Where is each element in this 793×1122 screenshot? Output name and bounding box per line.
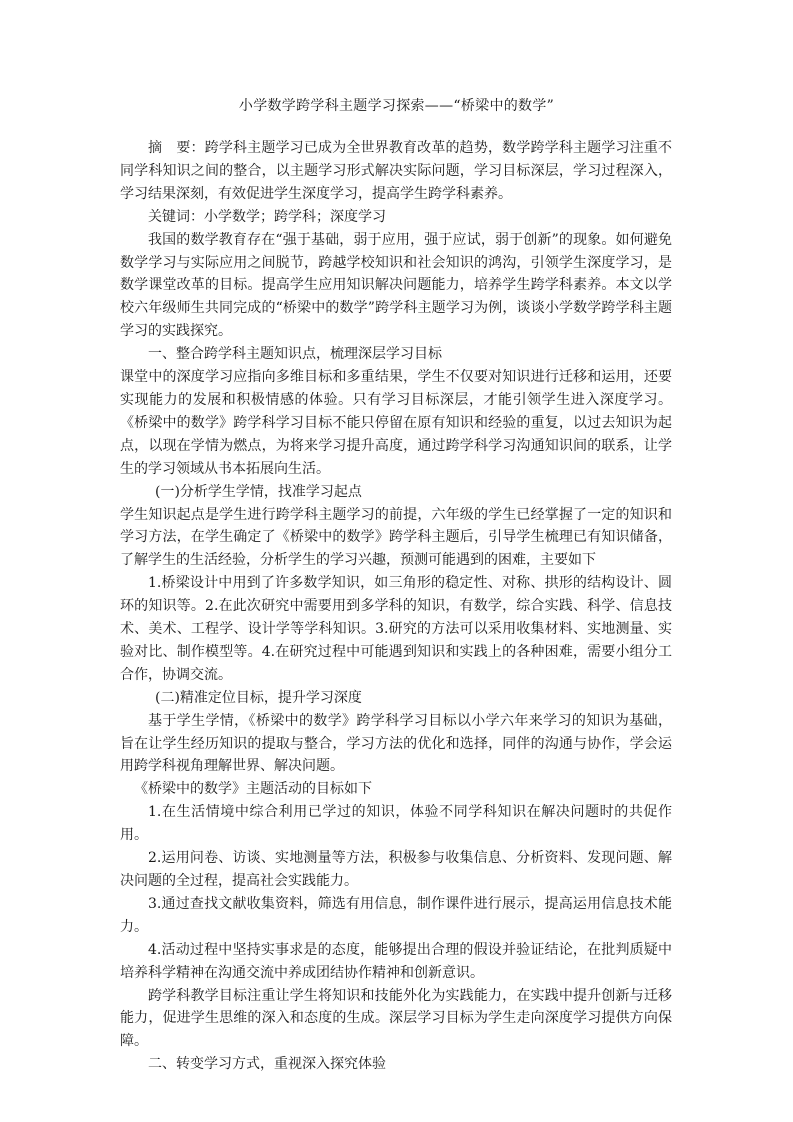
document-body <box>120 137 672 1076</box>
body-paragraph: 基于学生学情，《桥梁中的数学》跨学科学习目标以小学六年来学习的知识为基础，旨在让学生经历知识的提取与整合，学习方法的优化和选择，同伴的沟通与协作，学会运用跨学科视角理解世界、解决问题。 <box>120 712 672 775</box>
section-heading-2: 二、转变学习方式，重视深入探究体验 <box>148 1056 386 1073</box>
goal-item-4: 4.活动过程中坚持实事求是的态度，能够提出合理的假设并验证结论，在批判质疑中培养科学精神在沟通交流中养成团结协作精神和创新意识。 <box>120 941 672 981</box>
document-title: 小学数学跨学科主题学习探索——“桥梁中的数学” <box>238 98 555 114</box>
keywords-line: 关键词：小学数学；跨学科；深度学习 <box>148 208 386 225</box>
goal-item-1: 1.在生活情境中综合利用已学过的知识，体验不同学科知识在解决问题时的共促作用。 <box>120 804 672 844</box>
list-paragraph: 1.桥梁设计中用到了许多数学知识，如三角形的稳定性、对称、拱形的结构设计、圆环的知识等。2.在此次研究中需要用到多学科的知识，有数学，综合实践、科学、信息技术、美术、工程学、设计学等学科知识。3.研究的方法可以采用收集材料、实地测量、实验对比、制作模型等。4.在研究过程中可能遇到知识和实践上的各种困难，需要小组分工合作，协调交流。 <box>120 575 672 683</box>
goal-item-2: 2.运用问卷、访谈、实地测量等方法，积极参与收集信息、分析资料、发现问题、解决问题的全过程，提高社会实践能力。 <box>120 850 672 889</box>
goal-item-3: 3.通过查找文献收集资料，筛选有用信息，制作课件进行展示，提高运用信息技术能力。 <box>120 895 672 935</box>
subsection-heading-1: (一)分析学生学情，找准学习起点 <box>155 483 362 500</box>
body-paragraph: 课堂中的深度学习应指向多维目标和多重结果，学生不仅要对知识进行迁移和运用，还要实现能力的发展和积极情感的体验。只有学习目标深层，才能引领学生进入深度学习。《桥梁中的数学》跨学科学习目标不能只停留在原有知识和经验的重复，以过去知识为起点，以现在学情为燃点，为将来学习提升高度，通过跨学科学习沟通知识间的联系，让学生的学习领域从书本拓展向生活。 <box>120 369 672 477</box>
goals-intro-line: 《桥梁中的数学》主题活动的目标如下 <box>134 781 372 798</box>
body-paragraph: 跨学科教学目标注重让学生将知识和技能外化为实践能力，在实践中提升创新与迁移能力，促进学生思维的深入和态度的生成。深层学习目标为学生走向深度学习提供方向保障。 <box>120 987 672 1050</box>
intro-paragraph: 我国的数学教育存在“强于基础，弱于应用，强于应试，弱于创新”的现象。如何避免数学学习与实际应用之间脱节，跨越学校知识和社会知识的鸿沟，引领学生深度学习，是数学课堂改革的目标。提高学生应用知识解决问题能力，培养学生跨学科素养。本文以学校六年级师生共同完成的“桥梁中的数学”跨学科主题学习为例，谈谈小学数学跨学科主题学习的实践探究。 <box>120 231 672 340</box>
subsection-heading-2: (二)精准定位目标，提升学习深度 <box>155 689 362 706</box>
section-heading-1: 一、整合跨学科主题知识点，梳理深层学习目标 <box>148 346 442 363</box>
body-paragraph: 学生知识起点是学生进行跨学科主题学习的前提，六年级的学生已经掌握了一定的知识和学习方法，在学生确定了《桥梁中的数学》跨学科主题后，引导学生梳理已有知识储备，了解学生的生活经验，分析学生的学习兴趣，预测可能遇到的困难，主要如下 <box>120 506 672 569</box>
abstract-paragraph: 摘 要：跨学科主题学习已成为全世界教育改革的趋势，数学跨学科主题学习注重不同学科知识之间的整合，以主题学习形式解决实际问题，学习目标深层，学习过程深入，学习结果深刻，有效促进学生深度学习，提高学生跨学科素养。 <box>120 140 672 202</box>
